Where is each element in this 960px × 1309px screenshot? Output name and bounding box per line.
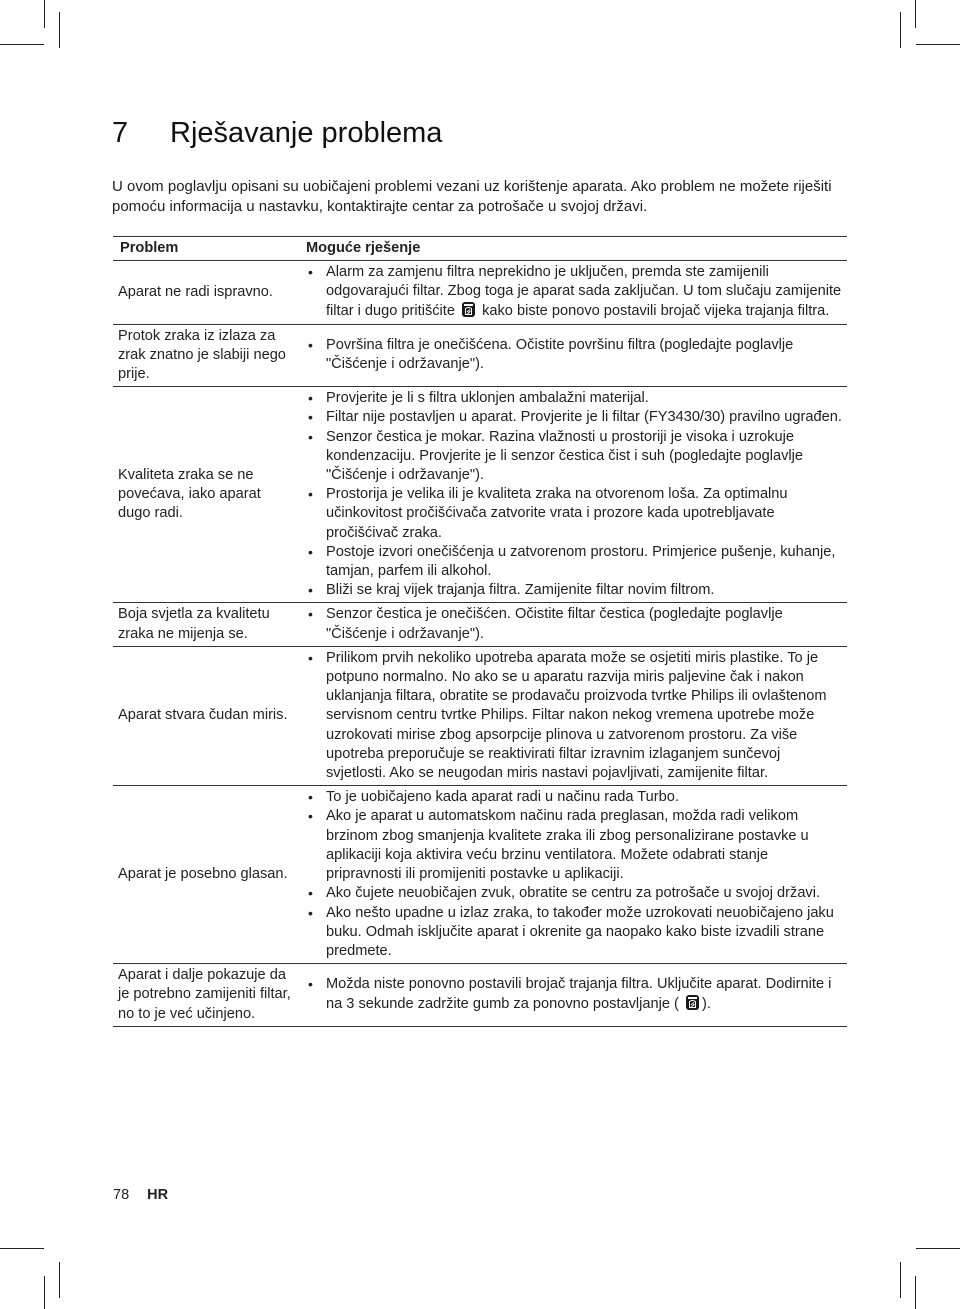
solution-text: Možda niste ponovno postavili brojač trajanja filtra. Uključite aparat. Dodirnite i na 3 sekunde zadržite gumb za ponovno postavljanje (	[326, 976, 832, 1013]
crop-mark	[916, 44, 960, 45]
solution-cell	[299, 261, 847, 325]
solution-item	[304, 884, 843, 903]
solution-item	[304, 336, 843, 374]
solution-text: Ako je aparat u automatskom načinu rada preglasan, možda radi velikom brzinom zbog smanjenja kvalitete zraka ili zbog personalizirane postavke u aplikaciji koja aktivira veću brzinu ventilatora. Možete odabrati stanje pripravnosti ili promijeniti postavke u aplikaciji.	[326, 808, 809, 883]
solution-text: Senzor čestica je onečišćen. Očistite filtar čestica (pogledajte poglavlje "Čišćenje i održavanje").	[326, 606, 783, 642]
page-number: 78	[113, 1187, 130, 1203]
problem-column-header: Problem	[113, 237, 299, 261]
solution-list	[304, 788, 843, 961]
problem-cell: Boja svjetla za kvalitetu zraka ne mijenja se.	[113, 603, 299, 646]
solution-item	[304, 807, 843, 884]
solution-item	[304, 605, 843, 643]
solution-cell	[299, 324, 847, 387]
table-row	[113, 387, 847, 603]
solution-text: Provjerite je li s filtra uklonjen ambalažni materijal.	[326, 390, 649, 407]
chapter-title: Rješavanje problema	[170, 117, 443, 149]
solution-list	[304, 975, 843, 1014]
solution-list	[304, 389, 843, 600]
intro-paragraph: U ovom poglavlju opisani su uobičajeni problemi vezani uz korištenje aparata. Ako problem ne možete riješiti pomoću informacija u nastavku, kontaktirajte centar za potrošače u svojoj državi.	[112, 178, 832, 215]
crop-mark	[59, 12, 60, 48]
crop-mark	[44, 1276, 45, 1309]
troubleshooting-table	[113, 236, 847, 1027]
table-row	[113, 324, 847, 387]
solution-list	[304, 336, 843, 374]
solution-cell	[299, 646, 847, 785]
solution-item	[304, 485, 843, 543]
solution-list	[304, 605, 843, 643]
crop-mark	[59, 1262, 60, 1298]
crop-mark	[915, 1276, 916, 1309]
solution-text: Senzor čestica je mokar. Razina vlažnosti u prostoriji je visoka i uzrokuje kondenzaciju. Provjerite je li senzor čestica čist i suh (pogledajte poglavlje "Čišćenje i održavanje").	[326, 428, 803, 484]
problem-cell: Aparat je posebno glasan.	[113, 786, 299, 964]
filter-reset-icon	[461, 301, 476, 318]
solution-text: Postoje izvori onečišćenja u zatvorenom prostoru. Primjerice pušenje, kuhanje, tamjan, parfem ili alkohol.	[326, 543, 836, 580]
page-title	[112, 117, 442, 150]
chapter-number: 7	[112, 117, 129, 149]
solution-item	[304, 428, 843, 486]
language-code: HR	[147, 1187, 169, 1203]
solution-item	[304, 389, 843, 408]
solution-text: kako biste ponovo postavili brojač vijeka trajanja filtra.	[482, 303, 830, 320]
solution-text: Prostorija je velika ili je kvaliteta zraka na otvorenom loša. Za optimalnu učinkovitost pročišćivača zatvorite vrata i prozore kada upotrebljavate pročišćivač zraka.	[326, 486, 788, 541]
solution-cell	[299, 786, 847, 964]
crop-mark	[44, 0, 45, 28]
problem-cell: Protok zraka iz izlaza za zrak znatno je slabiji nego prije.	[113, 324, 299, 387]
solution-text: ).	[701, 996, 711, 1013]
problem-cell: Kvaliteta zraka se ne povećava, iako aparat dugo radi.	[113, 387, 299, 603]
table-row	[113, 603, 847, 646]
solution-item	[304, 649, 843, 783]
solution-list	[304, 649, 843, 783]
table-body	[113, 261, 847, 1027]
solution-item	[304, 975, 843, 1014]
crop-mark	[0, 44, 44, 45]
crop-mark	[900, 1262, 901, 1298]
solution-text: Prilikom prvih nekoliko upotreba aparata može se osjetiti miris plastike. To je potpuno normalno. No ako se u aparatu razvija miris paljevine čak i nakon uklanjanja filtara, obratite se prodavaču proizvoda tvrtke Philips ili ovlaštenom servisnom centru tvrtke Philips. Filtar nakon nekog vremena upotrebe može uzrokovati mirise zbog apsorpcije plinova u zatvorenom prostoru. Za više upotreba preporučuje se reaktivirati filtar izravnim izlaganjem sunčevoj svjetlosti. Ako se neugodan miris nastavi pojavljivati, zamijenite filtar.	[326, 649, 827, 782]
table-row	[113, 261, 847, 325]
solution-text: Ako čujete neuobičajen zvuk, obratite se centru za potrošače u svojoj državi.	[326, 885, 821, 902]
crop-mark	[0, 1248, 44, 1249]
solution-cell	[299, 603, 847, 646]
crop-mark	[900, 12, 901, 48]
solution-item	[304, 408, 843, 427]
solution-item	[304, 543, 843, 581]
solution-item	[304, 581, 843, 600]
table-header-row	[113, 237, 847, 261]
solution-item	[304, 788, 843, 807]
page-footer	[113, 1187, 168, 1203]
table-row	[113, 646, 847, 785]
crop-mark	[915, 0, 916, 28]
solution-text: Bliži se kraj vijek trajanja filtra. Zamijenite filtar novim filtrom.	[326, 582, 715, 599]
solution-text: Ako nešto upadne u izlaz zraka, to također može uzrokovati neuobičajeno jaku buku. Odmah isključite aparat i okrenite ga naopako kako biste izvadili strane predmete.	[326, 904, 834, 959]
solution-text: Alarm za zamjenu filtra neprekidno je uključen, premda ste zamijenili odgovarajući filtar. Zbog toga je aparat sada zaključan. U tom slučaju zamijenite filtar i dugo pritišćite	[326, 264, 842, 320]
solution-item	[304, 904, 843, 962]
solution-cell	[299, 387, 847, 603]
solution-column-header: Moguće rješenje	[299, 237, 847, 261]
problem-cell: Aparat i dalje pokazuje da je potrebno zamijeniti filtar, no to je već učinjeno.	[113, 964, 299, 1027]
table-row	[113, 786, 847, 964]
solution-text: Filtar nije postavljen u aparat. Provjerite je li filtar (FY3430/30) pravilno ugrađen.	[326, 409, 842, 426]
solution-text: To je uobičajeno kada aparat radi u načinu rada Turbo.	[326, 789, 679, 806]
crop-mark	[916, 1248, 960, 1249]
table-row	[113, 964, 847, 1027]
solution-text: Površina filtra je onečišćena. Očistite površinu filtra (pogledajte poglavlje "Čišćenje i održavanje").	[326, 337, 794, 373]
filter-reset-icon	[685, 994, 700, 1011]
problem-cell: Aparat stvara čudan miris.	[113, 646, 299, 785]
solution-list	[304, 263, 843, 322]
solution-cell	[299, 964, 847, 1027]
solution-item	[304, 263, 843, 322]
problem-cell: Aparat ne radi ispravno.	[113, 261, 299, 325]
